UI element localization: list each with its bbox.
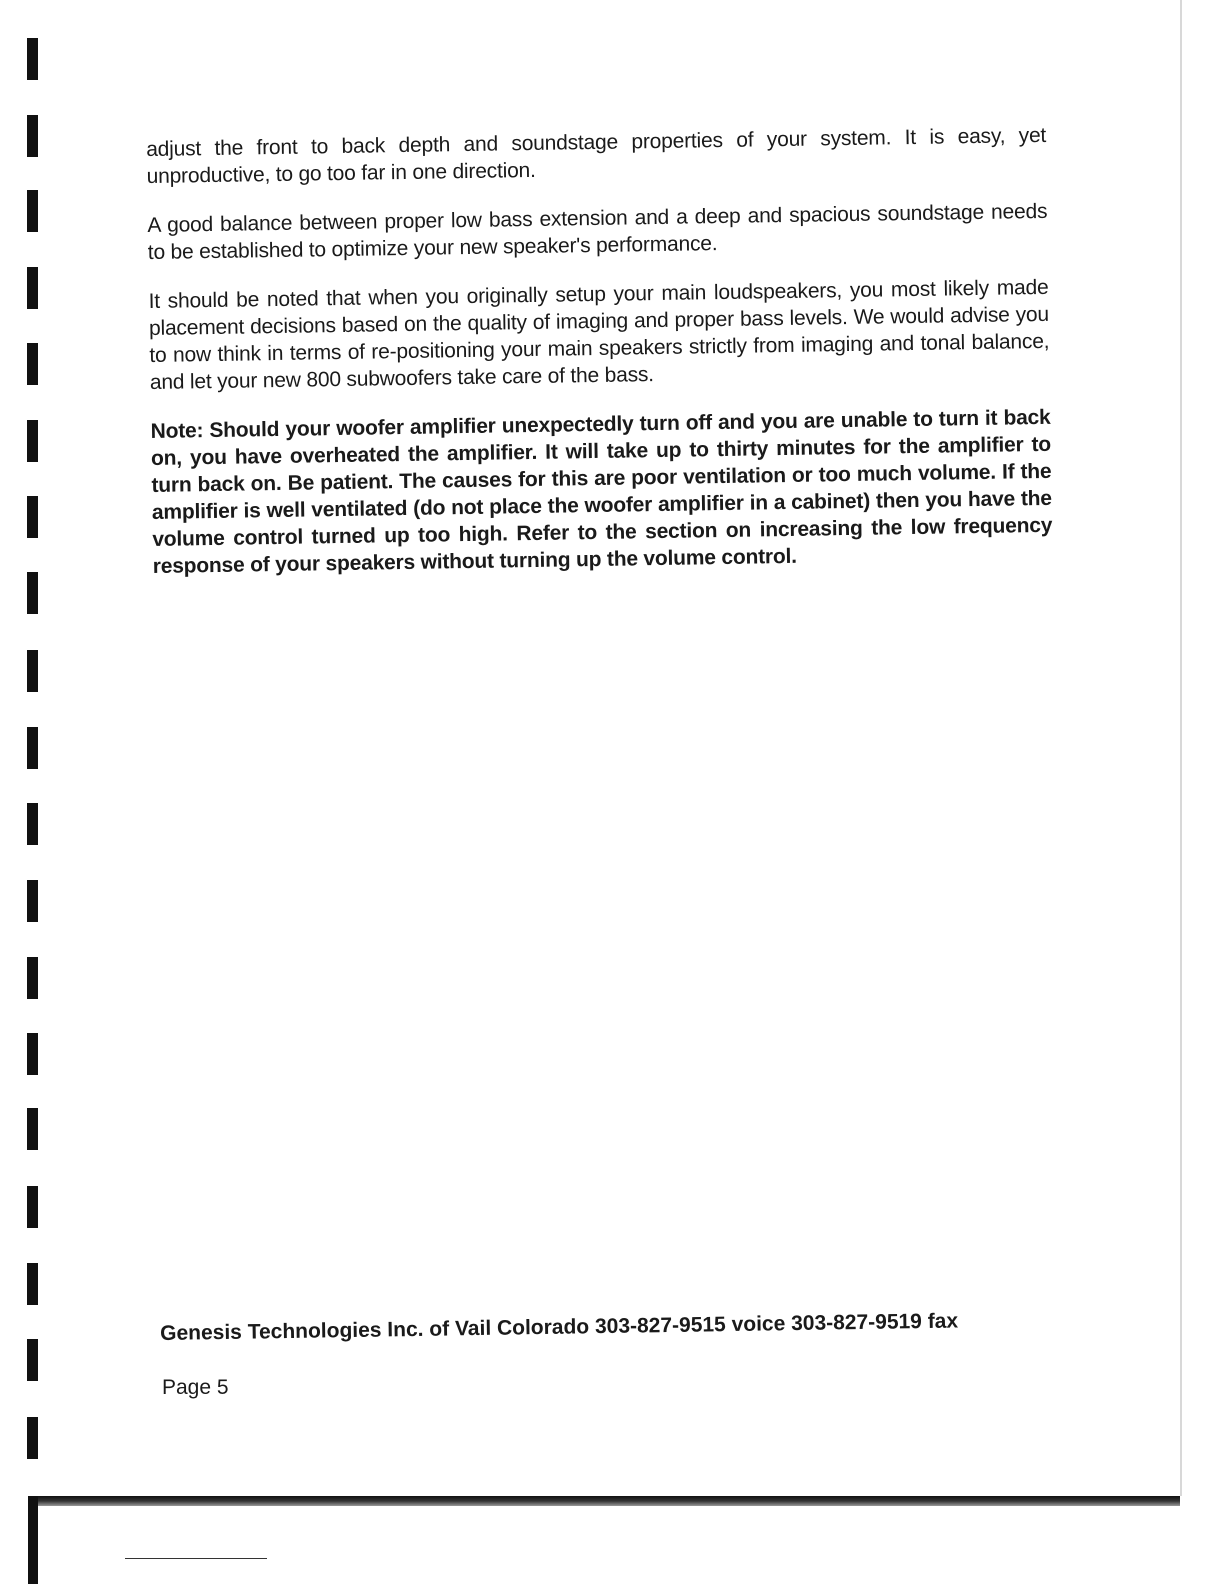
paragraph: adjust the front to back depth and soundstage properties of your system. It is easy, yet unproductive, to go too far in one direction. [146, 123, 1047, 188]
binding-hole [27, 1417, 38, 1459]
footer-company-line: Genesis Technologies Inc. of Vail Colorado 303-827-9515 voice 303-827-9519 fax [160, 1309, 959, 1345]
binding-hole [27, 803, 38, 845]
binding-hole [27, 1033, 38, 1075]
paragraph: It should be noted that when you originally setup your main loudspeakers, you most likely made placement decisions based on the quality of imaging and proper bass levels. We would advise you to now think in terms of re-positioning your main speakers strictly from imaging and tonal balance, and let your new 800 subwoofers take care of the bass. [148, 275, 1050, 394]
binding-hole [27, 1186, 38, 1228]
binding-hole [27, 38, 38, 80]
binding-hole [27, 1108, 38, 1150]
binding-hole [27, 727, 38, 769]
divider [125, 1558, 267, 1559]
binding-hole [27, 572, 38, 614]
binding-hole [27, 496, 38, 538]
binding-hole [27, 957, 38, 999]
binding-hole [27, 115, 38, 157]
note-paragraph: Note: Should your woofer amplifier unexpectedly turn off and you are unable to turn it back on, you have overheated the amplifier. It will take up to thirty minutes for the amplifier to turn back on. Be patient. The causes for this are poor ventilation or too much volume. If the amplifier is well ventilated (do not place the woofer amplifier in a cabinet) then you have the volume control turned up too high. Refer to the section on increasing the low frequency response of your speakers without turning up the volume control. [150, 405, 1053, 578]
binding-hole [27, 1339, 38, 1381]
scan-shadow [28, 1496, 38, 1584]
scan-shadow [30, 1496, 1180, 1506]
binding-hole [27, 190, 38, 232]
binding-hole [27, 880, 38, 922]
paragraph: A good balance between proper low bass extension and a deep and spacious soundstage needs to be established to optimize your new speaker's performance. [147, 199, 1048, 264]
page-edge [1180, 0, 1182, 1500]
page-number: Page 5 [162, 1376, 229, 1399]
binding-hole [27, 650, 38, 692]
binding-hole [27, 420, 38, 462]
scan-bottom-edge [0, 1496, 1224, 1584]
binding-hole [27, 343, 38, 385]
body-text [146, 122, 1053, 602]
binding-hole [27, 267, 38, 309]
binding-hole [27, 1263, 38, 1305]
